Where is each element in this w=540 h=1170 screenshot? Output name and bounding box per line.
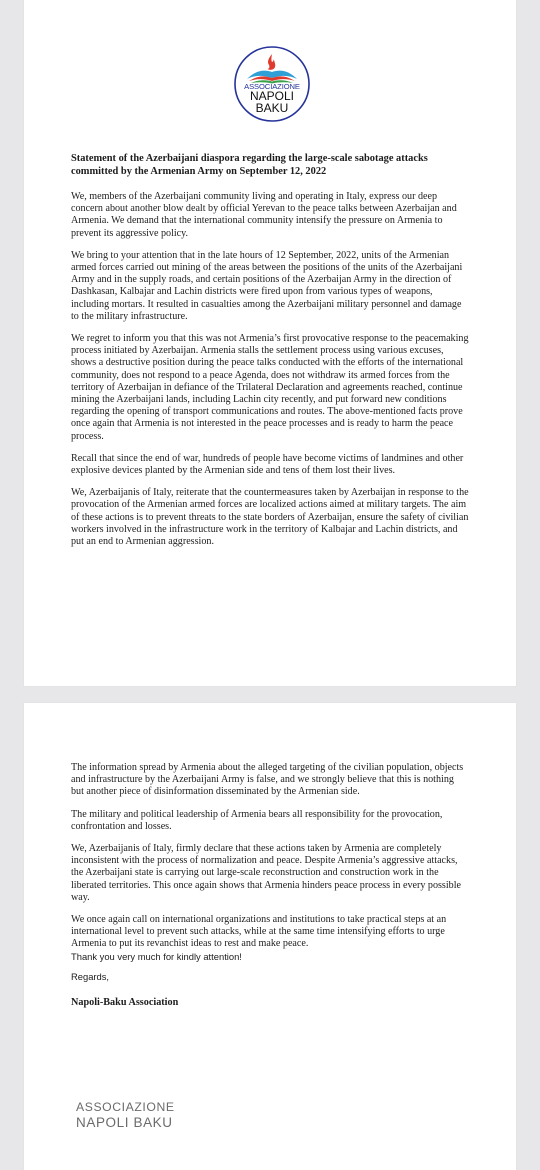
paragraph: We bring to your attention that in the late hours of 12 September, 2022, units of the Armenian armed forces carried out mining of the areas between the positions of the units of the Azerbaijani Army and in the supply roads, and certain positions of the Azerbaijan Army in the direction of Dashkasan, Kalbajar and Lachin districts were fired upon from various types of weapons, including mortars. It resulted in casualties among the Azerbaijani military personnel and damage to the military infrastructure.	[71, 249, 463, 322]
logo-text-associazione: ASSOCIAZIONE	[244, 82, 300, 91]
letter-page-2	[24, 703, 516, 1170]
paragraph: The military and political leadership of Armenia bears all responsibility for the provocation, confrontation and losses.	[71, 808, 443, 832]
regards-line: Regards,	[71, 970, 110, 982]
signature: Napoli-Baku Association	[71, 996, 179, 1008]
paragraph: We, members of the Azerbaijani community living and operating in Italy, express our deep concern about another blow dealt by official Yerevan to the peace talks between Azerbaijan and Armenia. We demand that the international community intensify the pressure on Armenia to prevent its aggressive policy.	[71, 191, 457, 239]
letter-page-1	[24, 0, 516, 686]
association-logo	[233, 45, 311, 123]
paragraph: We, Azerbaijanis of Italy, firmly declare that these actions taken by Armenia are completely inconsistent with the process of normalization and peace. Despite Armenia’s aggressive attacks, the Azerbaijani state is carrying out large-scale reconstruction and construction work in the liberated territories. This once again shows that Armenia hinders peace process in every possible way.	[71, 843, 461, 903]
paragraph: The information spread by Armenia about the alleged targeting of the civilian population, objects and infrastructure by the Azerbaijani Army is false, and we strongly believe that this is nothing but another piece of disinformation disseminated by the Armenian side.	[71, 762, 464, 798]
paragraph: We regret to inform you that this was not Armenia’s first provocative response to the peacemaking process initiated by Azerbaijan. Armenia stalls the settlement process using various excuses, shows a destructive position during the peace talks conducted with the efforts of the international community, does not respond to a peace Agenda, does not withdraw its armed forces from the territory of Azerbaijan in defiance of the Trilateral Declaration and agreements reached, continue mining the Azerbaijani lands, including Lachin city recently, and put forward new conditions regarding the opening of transport communications and routes. The above-mentioned facts prove once again that Armenia is not interested in the peace processes and is ready to harm the peace process.	[71, 333, 469, 442]
letter-body-page-2	[71, 762, 469, 1009]
stamp-line-2: NAPOLI BAKU	[76, 1115, 173, 1130]
logo-text-napoli: NAPOLI	[249, 89, 294, 103]
logo-text-baku: BAKU	[255, 101, 289, 115]
thanks-line: Thank you very much for kindly attention!	[71, 950, 242, 962]
paragraph: We, Azerbaijanis of Italy, reiterate that the countermeasures taken by Azerbaijan in response to the provocation of the Armenian armed forces are localized actions aimed at military targets. The aim of these actions is to prevent threats to the state borders of Azerbaijan, ensure the safety of civilian workers involved in the infrastructure work in the territory of Kalbajar and Lachin districts, and put an end to Armenian aggression.	[71, 487, 469, 548]
paragraph: Recall that since the end of war, hundreds of people have become victims of landmines and other explosive devices planted by the Armenian side and tens of them lost their lives.	[71, 452, 464, 477]
paragraph: We once again call on international organizations and institutions to take practical steps at an international level to prevent such attacks, while at the same time intensifying efforts to urge Armenia to put its revanchist ideas to rest and make peace.	[71, 914, 447, 950]
letter-body-page-1	[71, 153, 469, 558]
letter-title: Statement of the Azerbaijani diaspora regarding the large-scale sabotage attacks committed by the Armenian Army on September 12, 2022	[71, 153, 428, 177]
stamp-line-1: ASSOCIAZIONE	[76, 1100, 175, 1114]
association-stamp	[76, 1100, 175, 1131]
